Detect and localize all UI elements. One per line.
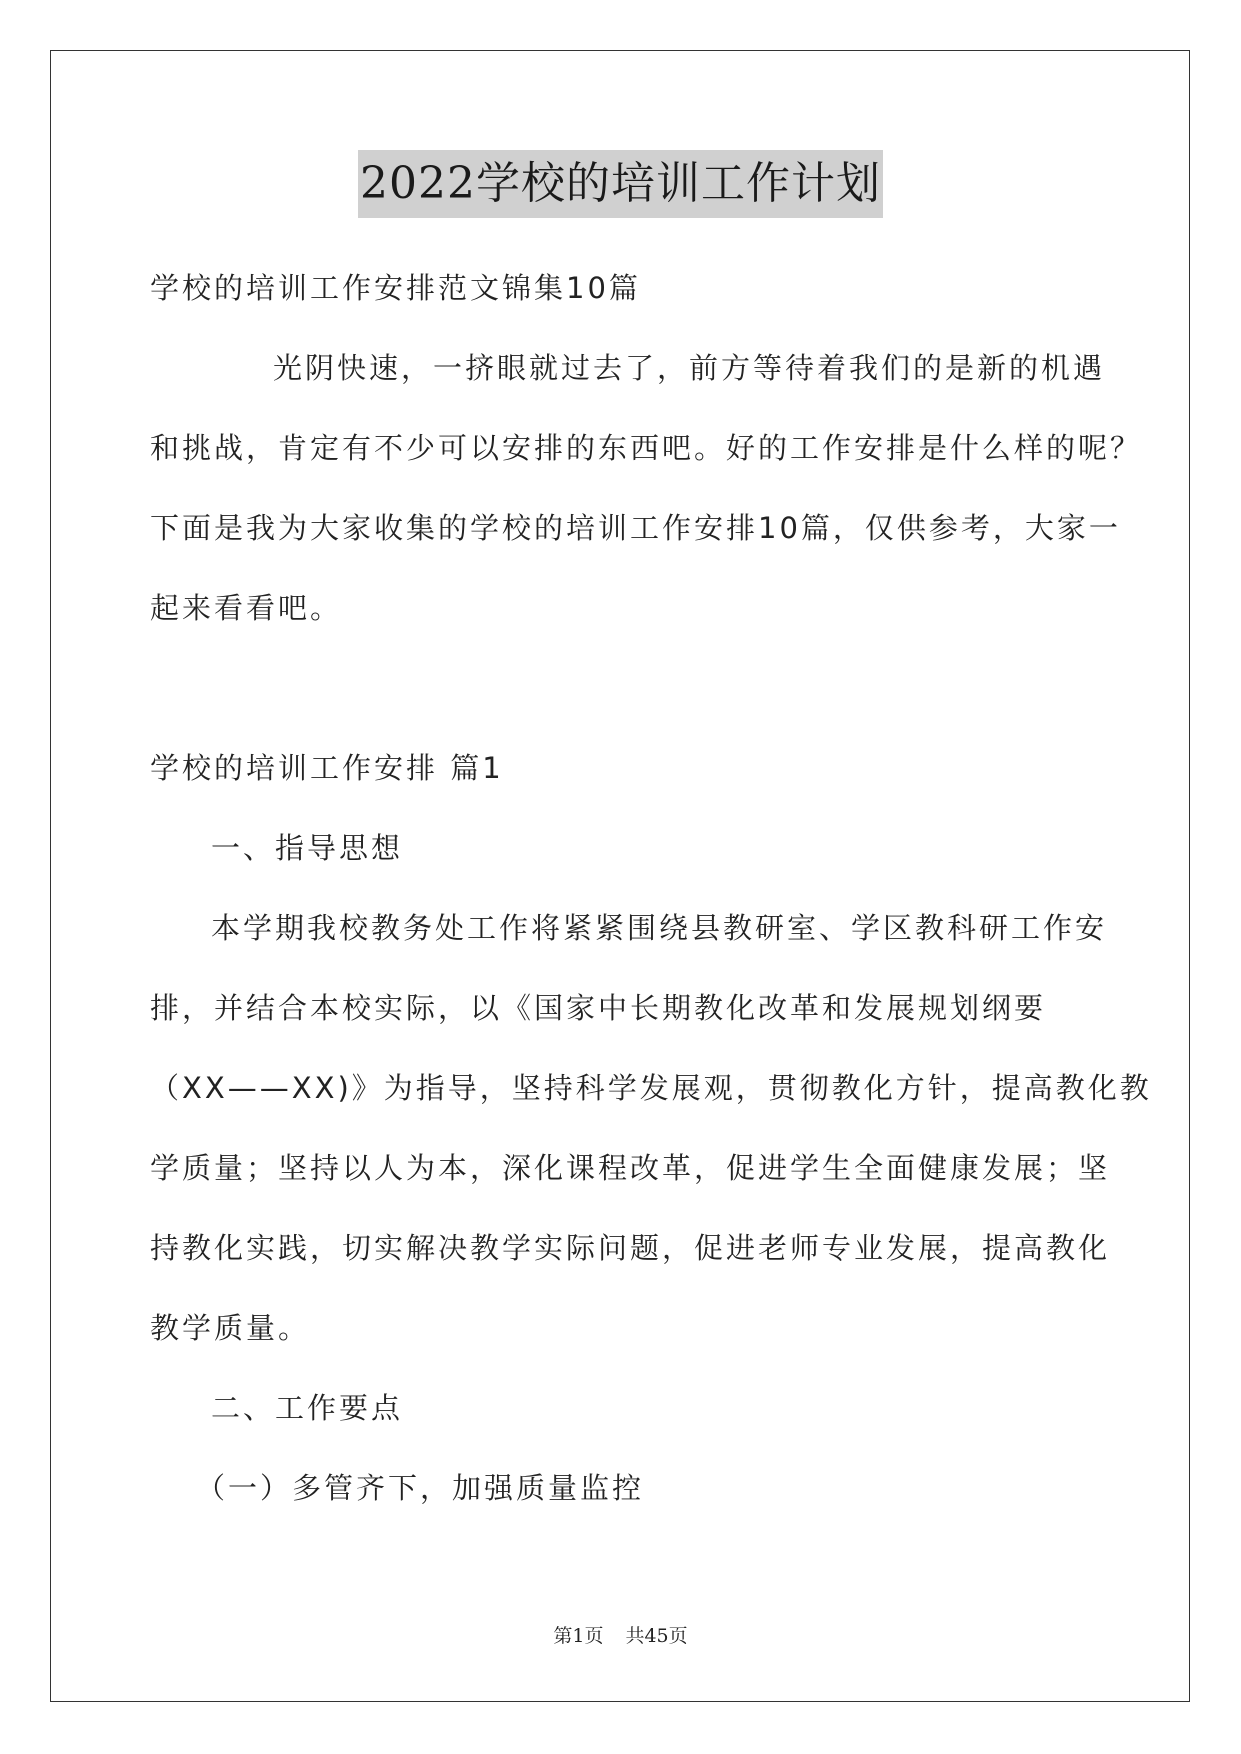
part1-line-2: 排，并结合本校实际，以《国家中长期教化改革和发展规划纲要: [150, 991, 1047, 1025]
intro-line-4: 起来看看吧。: [150, 591, 343, 625]
part1-line-6: 教学质量。: [150, 1311, 311, 1345]
part2-heading: 二、工作要点: [211, 1391, 404, 1425]
title-container: [0, 150, 1241, 218]
part2-sub-heading: （一）多管齐下，加强质量监控: [196, 1471, 645, 1505]
page-footer: [0, 1624, 1241, 1648]
document-subtitle: 学校的培训工作安排范文锦集10篇: [150, 271, 641, 305]
part1-line-4: 学质量；坚持以人为本，深化课程改革，促进学生全面健康发展；坚: [150, 1151, 1111, 1185]
document-title: 2022学校的培训工作计划: [358, 150, 883, 218]
page-number-current: 第1页: [553, 1625, 604, 1647]
part1-heading: 一、指导思想: [211, 831, 404, 865]
part1-line-3: （XX——XX)》为指导，坚持科学发展观，贯彻教化方针，提高教化教: [150, 1071, 1152, 1105]
part1-line-5: 持教化实践，切实解决教学实际问题，促进老师专业发展，提高教化: [150, 1231, 1111, 1265]
part1-line-1: 本学期我校教务处工作将紧紧围绕县教研室、学区教科研工作安: [211, 911, 1108, 945]
page-number-total: 共45页: [625, 1625, 688, 1647]
intro-line-1: 光阴快速，一挤眼就过去了，前方等待着我们的是新的机遇: [273, 351, 1106, 385]
intro-line-2: 和挑战，肯定有不少可以安排的东西吧。好的工作安排是什么样的呢？: [150, 431, 1143, 465]
intro-line-3: 下面是我为大家收集的学校的培训工作安排10篇，仅供参考，大家一: [150, 511, 1121, 545]
section-heading: 学校的培训工作安排 篇1: [150, 751, 504, 785]
